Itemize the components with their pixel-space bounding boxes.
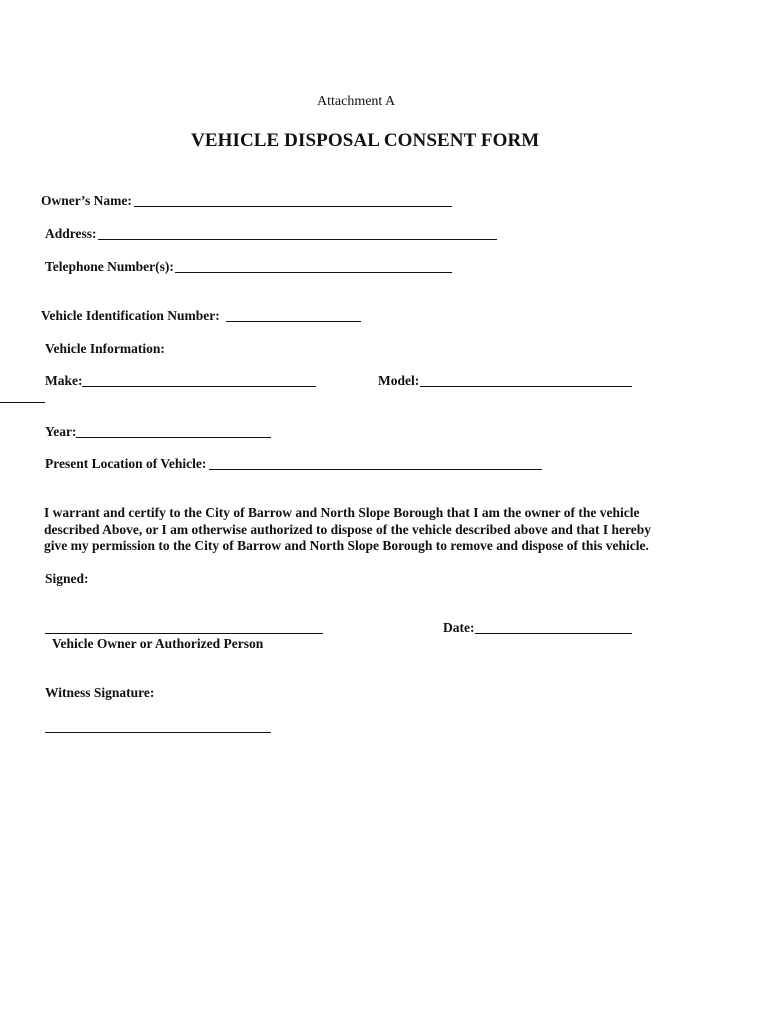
certification-line-1: I warrant and certify to the City of Barrow and North Slope Borough that I am the owner of the vehicle	[44, 505, 640, 520]
location-label: Present Location of Vehicle:	[45, 456, 207, 471]
certification-line-2: described Above, or I am otherwise authorized to dispose of the vehicle described above and that I hereby	[44, 521, 651, 537]
model-field[interactable]	[420, 386, 632, 387]
date-field[interactable]	[475, 633, 632, 634]
owner-name-label: Owner’s Name:	[41, 193, 132, 208]
attachment-label: Attachment A	[317, 94, 396, 109]
vin-label: Vehicle Identification Number:	[41, 308, 220, 323]
make-label: Make:	[45, 373, 83, 388]
year-field[interactable]	[76, 437, 271, 438]
year-label: Year:	[45, 424, 77, 439]
vehicle-info-heading: Vehicle Information:	[45, 341, 165, 356]
model-field-continuation[interactable]	[0, 402, 45, 403]
owner-signature-caption: Vehicle Owner or Authorized Person	[52, 636, 264, 651]
model-label: Model:	[378, 373, 420, 388]
owner-name-field[interactable]	[134, 206, 452, 207]
certification-line-3: give my permission to the City of Barrow and North Slope Borough to remove and dispose of this vehicle.	[44, 538, 649, 553]
owner-signature-field[interactable]	[45, 633, 323, 634]
location-field[interactable]	[209, 469, 542, 470]
make-field[interactable]	[82, 386, 316, 387]
date-label: Date:	[443, 620, 475, 635]
address-field[interactable]	[98, 239, 497, 240]
witness-signature-field[interactable]	[45, 732, 271, 733]
address-label: Address:	[45, 226, 97, 241]
certification-paragraph	[44, 505, 684, 555]
form-title: VEHICLE DISPOSAL CONSENT FORM	[191, 130, 540, 151]
telephone-field[interactable]	[175, 272, 452, 273]
vin-field[interactable]	[226, 321, 361, 322]
telephone-label: Telephone Number(s):	[45, 259, 174, 274]
signed-label: Signed:	[45, 571, 89, 586]
witness-label: Witness Signature:	[45, 685, 155, 700]
